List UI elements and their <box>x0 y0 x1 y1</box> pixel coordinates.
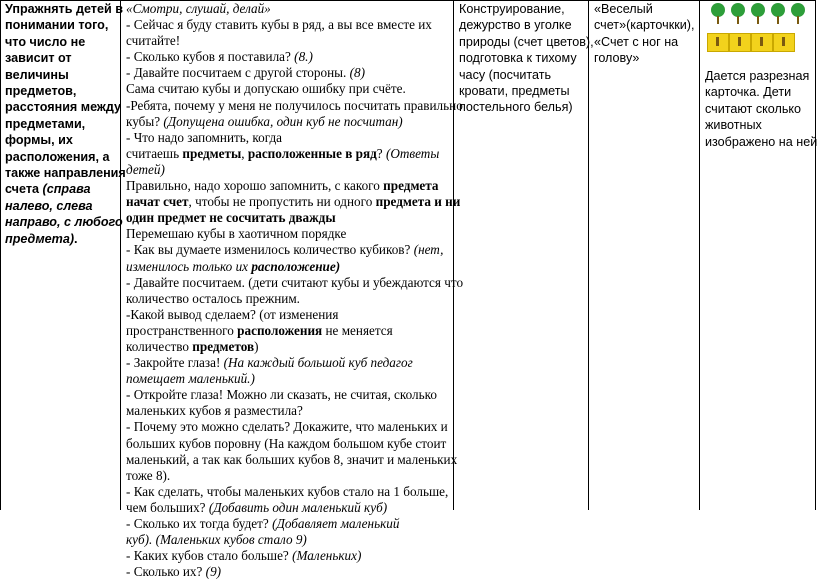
text-run: «Смотри, слушай, делай» <box>126 1 271 16</box>
text-line <box>126 291 448 307</box>
text-run: начат счет <box>126 194 189 210</box>
text-line <box>126 49 448 65</box>
text-run: детей) <box>126 161 165 177</box>
text-run: - Почему это можно сделать? Докажите, что маленьких и <box>126 419 448 435</box>
text-run: изображено на ней <box>705 134 817 149</box>
tree-icon <box>789 3 807 25</box>
text-run: (Ответы <box>385 145 440 161</box>
text-line <box>594 50 694 66</box>
text-line <box>5 198 117 214</box>
text-line <box>126 564 448 580</box>
text-line <box>5 34 117 50</box>
text-run: Сама считаю кубы и допускаю ошибку при счёте. <box>126 81 406 97</box>
text-run: карточка. Дети <box>705 85 792 100</box>
text-line <box>126 532 448 548</box>
text-line <box>126 178 448 194</box>
column-divider <box>0 0 1 510</box>
text-run: тоже 8). <box>126 467 171 483</box>
text-run: налево, слева <box>5 198 93 213</box>
text-run: куб). (Маленьких кубов стало 9) <box>126 532 307 548</box>
text-run: , чтобы не пропустить ни одного <box>188 194 376 210</box>
text-run: - Сколько их? <box>126 564 206 580</box>
text-run: - Каких кубов стало больше? <box>126 548 293 564</box>
text-run: пространственного <box>126 322 238 338</box>
text-run: один предмет не сосчитать дважды <box>126 210 336 226</box>
text-line <box>126 81 448 97</box>
text-run: чем больших? <box>126 499 209 515</box>
text-run: - Сейчас я буду ставить кубы в ряд, а вы все вместе их <box>126 17 432 33</box>
text-run: что число не <box>5 34 86 49</box>
cell-activity-script <box>126 1 464 580</box>
text-line <box>5 116 117 132</box>
text-line <box>126 114 448 130</box>
text-run: расстояния между <box>5 100 122 115</box>
text-line <box>126 33 448 49</box>
text-line <box>594 1 694 17</box>
text-run: предметов, <box>5 84 77 99</box>
text-run: подготовка к тихому <box>459 51 577 66</box>
tree-icon <box>709 3 727 25</box>
text-line <box>459 67 583 83</box>
yellow-card-icon <box>707 33 729 52</box>
text-run: , <box>241 145 248 161</box>
text-run: величины <box>5 67 69 82</box>
text-run: считаешь <box>126 145 183 161</box>
text-line <box>459 17 583 33</box>
text-run: - Давайте посчитаем с другой стороны. <box>126 65 350 81</box>
text-line <box>126 259 448 275</box>
text-run: - Сколько кубов я поставила? <box>126 49 295 65</box>
text-line <box>5 50 117 66</box>
text-run: (нет, <box>413 242 444 258</box>
cell-games <box>594 1 694 67</box>
text-line <box>126 1 448 17</box>
text-run: Правильно, надо хорошо запомнить, с какого <box>126 178 384 194</box>
text-run: расположения, а <box>5 149 110 164</box>
text-line <box>126 97 463 114</box>
text-line <box>594 34 694 50</box>
text-line <box>705 117 813 133</box>
text-line <box>126 403 448 419</box>
text-run: предметами, <box>5 116 86 131</box>
text-line <box>459 1 583 17</box>
text-run: также направления <box>5 166 126 181</box>
text-line <box>705 134 817 150</box>
text-run: (справа <box>42 182 91 197</box>
column-divider <box>120 0 121 510</box>
text-line <box>594 17 694 33</box>
text-run: -Какой вывод сделаем? (от изменения <box>126 306 339 322</box>
text-run: не меняется <box>322 322 393 338</box>
column-divider <box>588 0 589 510</box>
text-run: - Как сделать, чтобы маленьких кубов стало на 1 больше, <box>126 483 449 499</box>
text-run: (Добавить один маленький куб) <box>208 499 388 515</box>
text-run: формы, их <box>5 133 73 148</box>
text-line <box>126 274 464 291</box>
text-line <box>705 68 813 84</box>
text-run: предметов <box>192 338 255 354</box>
text-run: (8) <box>349 65 365 81</box>
text-run: направо, с любого <box>5 215 123 230</box>
text-line <box>459 99 583 115</box>
text-run: Конструирование, <box>459 2 565 16</box>
text-run: расположения <box>237 322 323 338</box>
text-line <box>5 231 117 247</box>
text-run: маленький, а так как больших кубов 8, значит и маленьких <box>126 451 458 467</box>
text-line <box>459 50 583 66</box>
counting-card-pictures <box>705 3 813 67</box>
text-run: - Откройте глаза! Можно ли сказать, не считая, сколько <box>126 387 437 403</box>
text-line <box>126 371 448 387</box>
column-divider <box>699 0 700 510</box>
text-line <box>5 214 123 230</box>
text-line <box>5 181 117 197</box>
text-run: кубы? <box>126 113 164 129</box>
text-line <box>5 83 117 99</box>
text-run: животных <box>705 118 762 133</box>
text-run: (8.) <box>294 49 313 65</box>
text-run: - Сколько их тогда будет? <box>126 516 273 531</box>
cell-other-activities <box>459 1 594 116</box>
text-run: постельного белья) <box>459 100 573 115</box>
text-line <box>126 242 448 258</box>
text-run: понимании того, <box>5 18 109 33</box>
text-line <box>705 84 813 100</box>
text-run: - Как вы думаете изменилось количество кубиков? <box>126 242 414 258</box>
text-run: -Ребята, почему у меня не получилось посчитать правильно <box>126 97 463 113</box>
text-run: расположение) <box>251 258 341 274</box>
text-run: предмета и ни <box>375 194 461 210</box>
yellow-card-icon <box>751 33 773 52</box>
column-divider <box>815 0 816 510</box>
text-line <box>126 436 448 452</box>
text-line <box>126 468 448 484</box>
text-line <box>126 210 448 226</box>
text-run: (Маленьких) <box>292 548 362 564</box>
text-line <box>126 355 448 371</box>
text-line <box>705 101 813 117</box>
tree-icon <box>729 3 747 25</box>
text-run: предмета) <box>5 231 75 246</box>
cell-lesson-goal <box>5 1 126 247</box>
text-run: (9) <box>205 564 222 580</box>
text-run: - Закройте глаза! <box>126 355 224 371</box>
text-line <box>126 162 448 178</box>
text-run: «Счет с ног на <box>594 34 679 49</box>
cell-materials-text <box>705 68 817 150</box>
text-run: Перемешаю кубы в хаотичном порядке <box>126 226 347 242</box>
text-run: изменилось только их <box>126 258 252 274</box>
text-line <box>5 132 117 148</box>
text-line <box>126 65 448 81</box>
text-run: предметы <box>182 145 242 161</box>
text-line <box>5 67 117 83</box>
text-run: предмета <box>383 178 439 194</box>
text-line <box>126 484 448 500</box>
text-line <box>126 516 448 532</box>
yellow-card-icon <box>729 33 751 52</box>
text-run: считают сколько <box>705 101 802 116</box>
column-divider <box>453 0 454 510</box>
text-run: голову» <box>594 51 640 66</box>
text-line <box>459 34 594 50</box>
text-line <box>126 387 448 403</box>
text-run: ) <box>254 338 259 354</box>
text-line <box>5 99 122 115</box>
text-line <box>126 451 458 468</box>
text-line <box>126 130 448 146</box>
text-run: Дается разрезная <box>705 69 810 83</box>
text-run: счет»(карточкки), <box>594 18 695 33</box>
text-run: расположенные в ряд <box>247 145 377 161</box>
text-run: количество <box>126 338 193 354</box>
text-line <box>126 323 448 339</box>
text-run: «Веселый <box>594 2 653 16</box>
text-line <box>5 149 117 165</box>
text-run: маленьких кубов я разместила? <box>126 403 303 419</box>
text-line <box>126 17 448 33</box>
text-line <box>5 1 123 17</box>
text-line <box>5 165 126 181</box>
tree-icon <box>769 3 787 25</box>
text-line <box>126 146 448 162</box>
text-run: . <box>74 231 78 246</box>
text-run: Упражнять детей в <box>5 2 123 16</box>
cell-materials <box>705 1 817 510</box>
text-line <box>126 419 448 435</box>
text-run: считайте! <box>126 33 181 49</box>
text-run: количество осталось прежним. <box>126 290 300 306</box>
text-run: - Давайте посчитаем. (дети считают кубы и убеждаются что <box>126 274 464 290</box>
text-run: дежурство в уголке <box>459 18 572 33</box>
text-line <box>459 83 583 99</box>
text-line <box>126 548 448 564</box>
tree-icon <box>749 3 767 25</box>
text-run: счета <box>5 182 43 197</box>
text-line <box>126 500 448 516</box>
text-line <box>126 194 461 210</box>
text-run: (Допущена ошибка, один куб не посчитан) <box>163 113 403 129</box>
text-run: ? <box>376 145 386 161</box>
text-run: природы (счет цветов), <box>459 34 594 49</box>
text-run: больших кубов поровну (На каждом большом кубе стоит <box>126 435 447 451</box>
text-run: кровати, предметы <box>459 84 570 99</box>
text-line <box>126 226 448 242</box>
text-run: (На каждый большой куб педагог <box>223 355 413 371</box>
text-run: помещает маленький.) <box>126 371 255 387</box>
text-run: зависит от <box>5 51 72 66</box>
text-run: часу (посчитать <box>459 67 552 82</box>
text-run: - Что надо запомнить, когда <box>126 129 283 145</box>
text-line <box>5 17 117 33</box>
text-line <box>126 339 448 355</box>
text-line <box>126 307 448 323</box>
text-run: (Добавляет маленький <box>272 516 400 531</box>
yellow-card-icon <box>773 33 795 52</box>
